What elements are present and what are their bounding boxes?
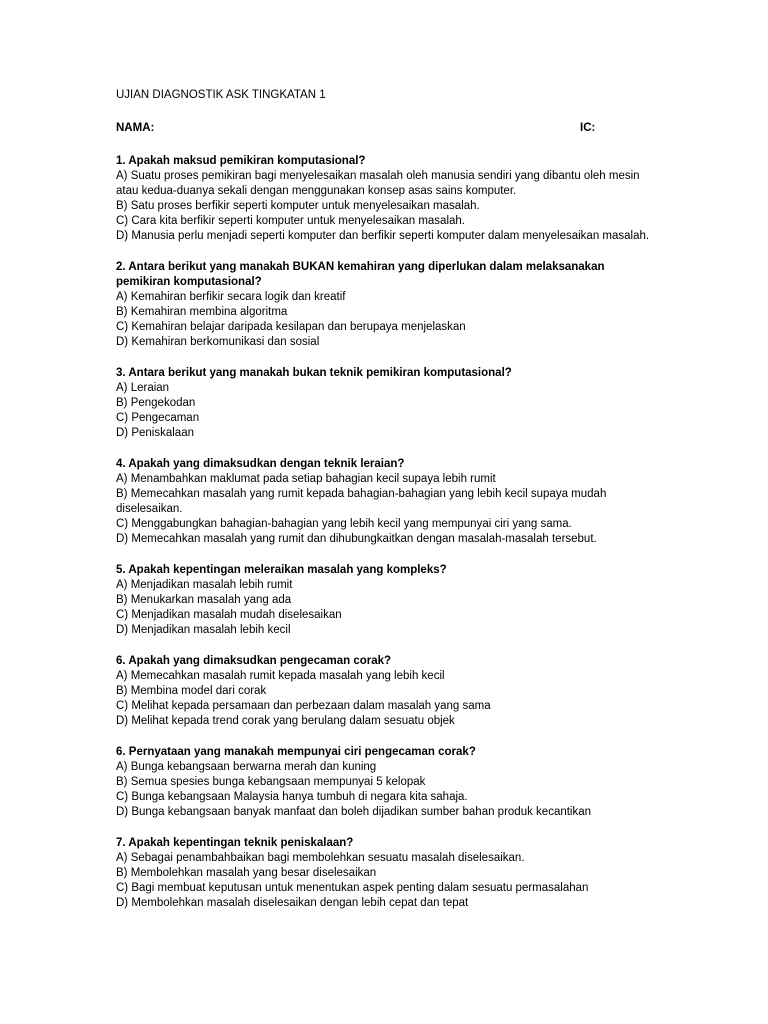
answer-option: D) Memecahkan masalah yang rumit dan dihubungkaitkan dengan masalah-masalah tersebut. <box>116 533 597 545</box>
name-label: NAMA: <box>116 122 155 134</box>
answer-option: D) Bunga kebangsaan banyak manfaat dan boleh dijadikan sumber bahan produk kecantikan <box>116 806 592 818</box>
name-ic-row <box>116 121 656 136</box>
answer-option: C) Bagi membuat keputusan untuk menentukan aspek penting dalam sesuatu permasalahan <box>116 882 589 894</box>
question-text: 3. Antara berikut yang manakah bukan teknik pemikiran komputasional? <box>116 367 512 379</box>
answer-option: D) Kemahiran berkomunikasi dan sosial <box>116 336 320 348</box>
answer-option: A) Memecahkan masalah rumit kepada masalah yang lebih kecil <box>116 670 445 682</box>
answer-option: A) Menjadikan masalah lebih rumit <box>116 579 293 591</box>
answer-option: C) Bunga kebangsaan Malaysia hanya tumbuh di negara kita sahaja. <box>116 791 468 803</box>
answer-option: B) Satu proses berfikir seperti komputer untuk menyelesaikan masalah. <box>116 200 480 212</box>
answer-option: B) Memecahkan masalah yang rumit kepada bahagian-bahagian yang lebih kecil supaya mudah diselesaikan. <box>116 488 607 515</box>
question-block <box>116 654 656 729</box>
question-text: 1. Apakah maksud pemikiran komputasional? <box>116 155 366 167</box>
answer-option: A) Sebagai penambahbaikan bagi membolehkan sesuatu masalah diselesaikan. <box>116 852 525 864</box>
question-block <box>116 836 656 911</box>
question-text: 5. Apakah kepentingan meleraikan masalah yang kompleks? <box>116 564 447 576</box>
document-title: UJIAN DIAGNOSTIK ASK TINGKATAN 1 <box>116 89 326 101</box>
answer-option: B) Membolehkan masalah yang besar diselesaikan <box>116 867 377 879</box>
question-text: 4. Apakah yang dimaksudkan dengan teknik leraian? <box>116 458 405 470</box>
ic-label: IC: <box>580 122 596 134</box>
question-text: 7. Apakah kepentingan teknik peniskalaan? <box>116 837 354 849</box>
answer-option: C) Cara kita berfikir seperti komputer untuk menyelesaikan masalah. <box>116 215 465 227</box>
answer-option: D) Menjadikan masalah lebih kecil <box>116 624 291 636</box>
question-list <box>116 154 656 911</box>
question-block <box>116 260 656 350</box>
question-text: 2. Antara berikut yang manakah BUKAN kemahiran yang diperlukan dalam melaksanakan pemikiran komputasional? <box>116 261 605 288</box>
answer-option: A) Leraian <box>116 382 170 394</box>
answer-option: A) Suatu proses pemikiran bagi menyelesaikan masalah oleh manusia sendiri yang dibantu oleh mesin atau kedua-duanya sekali dengan menggunakan konsep asas sains komputer. <box>116 170 640 197</box>
answer-option: D) Peniskalaan <box>116 427 194 439</box>
answer-option: D) Membolehkan masalah diselesaikan dengan lebih cepat dan tepat <box>116 897 469 909</box>
question-text: 6. Apakah yang dimaksudkan pengecaman corak? <box>116 655 392 667</box>
answer-option: B) Semua spesies bunga kebangsaan mempunyai 5 kelopak <box>116 776 426 788</box>
answer-option: A) Bunga kebangsaan berwarna merah dan kuning <box>116 761 377 773</box>
answer-option: B) Membina model dari corak <box>116 685 267 697</box>
question-block <box>116 366 656 441</box>
document-content <box>116 88 656 927</box>
question-block <box>116 563 656 638</box>
answer-option: C) Melihat kepada persamaan dan perbezaan dalam masalah yang sama <box>116 700 491 712</box>
answer-option: C) Menggabungkan bahagian-bahagian yang lebih kecil yang mempunyai ciri yang sama. <box>116 518 572 530</box>
answer-option: B) Pengekodan <box>116 397 196 409</box>
answer-option: B) Menukarkan masalah yang ada <box>116 594 292 606</box>
answer-option: C) Pengecaman <box>116 412 200 424</box>
answer-option: A) Menambahkan maklumat pada setiap bahagian kecil supaya lebih rumit <box>116 473 496 485</box>
question-block <box>116 154 656 244</box>
answer-option: A) Kemahiran berfikir secara logik dan kreatif <box>116 291 346 303</box>
question-block <box>116 457 656 547</box>
question-block <box>116 745 656 820</box>
answer-option: D) Melihat kepada trend corak yang berulang dalam sesuatu objek <box>116 715 455 727</box>
answer-option: B) Kemahiran membina algoritma <box>116 306 288 318</box>
answer-option: C) Menjadikan masalah mudah diselesaikan <box>116 609 342 621</box>
answer-option: D) Manusia perlu menjadi seperti komputer dan berfikir seperti komputer dalam menyelesaikan masalah. <box>116 230 650 242</box>
answer-option: C) Kemahiran belajar daripada kesilapan dan berupaya menjelaskan <box>116 321 466 333</box>
question-text: 6. Pernyataan yang manakah mempunyai ciri pengecaman corak? <box>116 746 476 758</box>
